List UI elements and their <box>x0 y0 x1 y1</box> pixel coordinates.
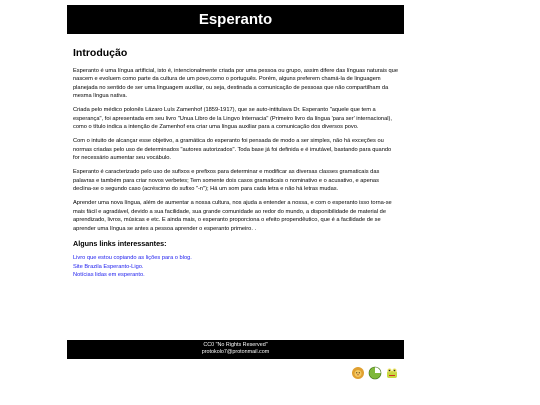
badges-row <box>351 366 399 380</box>
list-item <box>73 263 399 272</box>
paragraph-2: Criada pelo médico polonês Lázaro Luís Zamenhof (1859-1917), que se auto-intitulava Dr. Esperanto "aquele que tem a esperança", foi apresentada em seu livro "Unua Libro de la Lingvo Internacia" (Primeiro livro da língua 'para ser' internacional), como o título indica a intenção de Zamenhof era criar uma língua auxiliar para a comunicação dos diversos povo. <box>73 107 392 131</box>
paragraph-4: Esperanto é caracterizado pelo uso de sufixos e prefixos para determinar e modificar as diversas classes gramaticais das palavras e também para criar novos verbetes; Tem somente dois casos gramaticais o nominativo e o acusativo, e apenas declina-se o segundo caso (acréscimo do sufixo "-n"); Há um som para cada letra e não há letras mudas. <box>73 169 380 193</box>
link-brazila-esperanto-ligo[interactable]: Site Brazila Esperanto-Ligo. <box>73 263 144 270</box>
list-item <box>73 271 399 280</box>
link-book-lessons[interactable]: Livro que estou copiando as lições para o blog. <box>73 255 192 262</box>
lion-badge-icon[interactable] <box>351 366 365 380</box>
frog-badge-icon[interactable] <box>385 366 399 380</box>
section-title: Introdução <box>73 47 128 59</box>
paragraph-1: Esperanto é uma língua artificial, isto é, intencionalmente criada por uma pessoa ou grupo, assim difere das línguas naturais que nascem e evoluem como parte da cultura de um povo,como o português. Porém, alguns preferem chamá-la de linguagem planejada no sentido de ser uma linguagem auxiliar, ou seja, destinada a comunicação de pessoas que não compartilham da mesma língua nativa. <box>73 68 399 100</box>
footer-email: protokolo7@protonmail.com <box>201 348 270 355</box>
footer-license: CC0 "No Rights Reserved" <box>203 342 268 348</box>
green-circle-badge-icon[interactable] <box>368 366 382 380</box>
paragraph-5: Aprender uma nova língua, além de aumentar a nossa cultura, nos ajuda a entender a nossa, e com o esperanto isso torna-se mais fácil e agradável, devido a sua facilidade, sua grande comunidade ao redor do mundo, a disponibilidade de material de aprendizado, livros, músicas e etc. E ainda mais, o esperanto proporciona o efeito propendêutico, que é a facilidade de se aprender uma língua se antes a pessoa aprender o esperanto primeiro. . <box>73 200 392 232</box>
list-item <box>73 254 399 263</box>
paragraph-3: Com o intuito de alcançar esse objetivo, a gramática do esperanto foi pensada de modo a ser simples, não há exceções ou normas criadas pelo uso de determinados "autores autorizados". Toda base já foi definida e é imutável, bastando para quando for necessário aumentar seu vocábulo. <box>73 138 392 162</box>
main-content <box>73 36 399 280</box>
links-heading: Alguns links interessantes: <box>73 239 167 249</box>
page-footer <box>67 340 404 359</box>
page-title: Esperanto <box>198 11 273 28</box>
page-header <box>67 5 404 34</box>
link-news-esperanto[interactable]: Notícias lidas em esperanto. <box>73 272 145 279</box>
links-list <box>73 254 399 280</box>
